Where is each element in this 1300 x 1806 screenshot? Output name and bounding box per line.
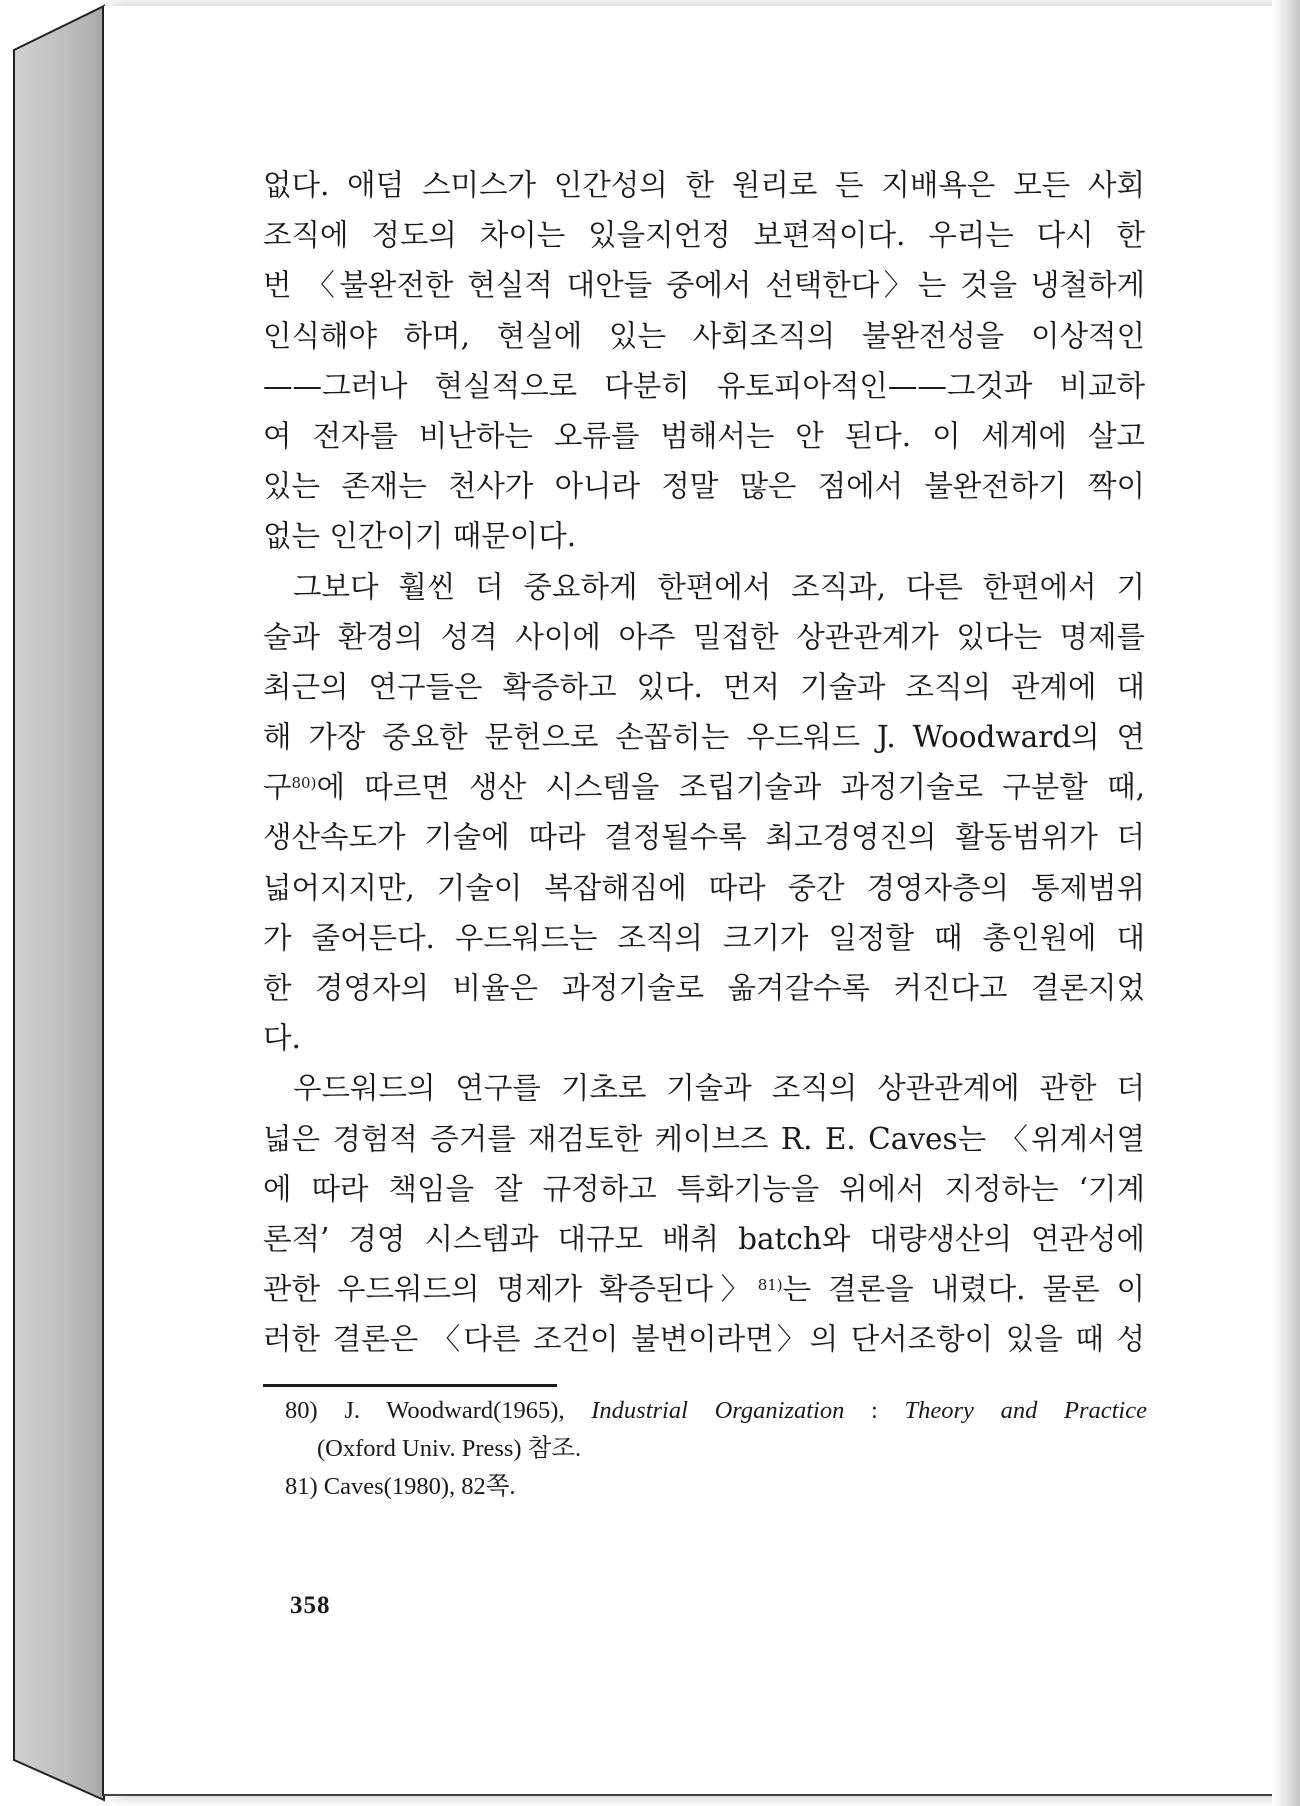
footnote-ref-80: 80) — [291, 774, 317, 793]
text-line: 러한 결론은 〈다른 조건이 불변이라면〉의 단서조항이 있을 때 성 — [263, 1322, 1145, 1357]
page-edge-shadow — [1272, 0, 1300, 1806]
text-fragment: 는 결론을 내렸다. 물론 이 — [782, 1272, 1145, 1307]
text-line: 론적’ 경영 시스템과 대규모 배취 batch와 대량생산의 연관성에 — [263, 1221, 1145, 1256]
text-fragment: 구 — [263, 770, 292, 805]
footnote-text: Caves(1980), 82쪽. — [323, 1473, 516, 1500]
footnote-81 — [285, 1468, 1147, 1506]
text-fragment: 관한 우드워드의 명제가 확증된다〉 — [263, 1272, 758, 1307]
paragraph-start-line: 그보다 훨씬 더 중요하게 한편에서 조직과, 다른 한편에서 기 — [293, 569, 1145, 604]
text-line: 한 경영자의 비율은 과정기술로 옮겨갈수록 커진다고 결론지었 — [263, 971, 1145, 1005]
text-line: 넓은 경험적 증거를 재검토한 케이브즈 R. E. Caves는 〈위계서열 — [263, 1121, 1145, 1156]
body-text — [263, 160, 1145, 1365]
text-line: 최근의 연구들은 확증하고 있다. 먼저 기술과 조직의 관계에 대 — [263, 669, 1145, 704]
text-line: 조직에 정도의 차이는 있을지언정 보편적이다. 우리는 다시 한 — [263, 218, 1145, 253]
text-line: 번 〈불완전한 현실적 대안들 중에서 선택한다〉는 것을 냉철하게 — [263, 268, 1145, 303]
text-line: 생산속도가 기술에 따라 결정될수록 최고경영진의 활동범위가 더 — [263, 820, 1145, 855]
text-line: 술과 환경의 성격 사이에 아주 밀접한 상관관계가 있다는 명제를 — [263, 619, 1145, 654]
text-line: 없는 인간이기 때문이다. — [263, 519, 577, 554]
text-fragment: 에 따르면 생산 시스템을 조립기술과 과정기술로 구분할 때, — [316, 770, 1145, 805]
footnote-title: Industrial Organization — [591, 1397, 845, 1424]
footnote-number: 80) — [285, 1397, 318, 1424]
text-line: 가 줄어든다. 우드워드는 조직의 크기가 일정할 때 총인원에 대 — [263, 920, 1145, 955]
text-line: 에 따라 책임을 잘 규정하고 특화기능을 위에서 지정하는 ‘기계 — [263, 1171, 1145, 1206]
text-line: 해 가장 중요한 문헌으로 손꼽히는 우드워드 J. Woodward의 연 — [263, 720, 1145, 755]
text-line-with-ref — [263, 1264, 1145, 1314]
text-line: ——그러나 현실적으로 다분히 유토피아적인——그것과 비교하 — [263, 368, 1145, 403]
text-line-with-ref — [263, 762, 1145, 812]
footnote-subtitle: Theory and Practice — [904, 1397, 1147, 1424]
text-line: 있는 존재는 천사가 아니라 정말 많은 점에서 불완전하기 짝이 — [263, 469, 1145, 504]
footnote-colon: : — [871, 1397, 878, 1424]
footnote-ref-81: 81) — [757, 1276, 783, 1295]
footnote-80 — [285, 1392, 1147, 1430]
page-number: 358 — [290, 1592, 331, 1619]
footnotes — [285, 1392, 1147, 1506]
footnote-number: 81) — [285, 1473, 318, 1500]
text-line: 여 전자를 비난하는 오류를 범해서는 안 된다. 이 세계에 살고 — [263, 418, 1145, 453]
paragraph-start-line: 우드워드의 연구를 기초로 기술과 조직의 상관관계에 관한 더 — [293, 1071, 1145, 1106]
text-line: 없다. 애덤 스미스가 인간성의 한 원리로 든 지배욕은 모든 사회 — [263, 168, 1145, 202]
book-spine — [0, 0, 110, 1806]
footnote-author: J. Woodward(1965), — [344, 1397, 565, 1424]
text-line: 다. — [263, 1021, 301, 1056]
text-line: 인식해야 하며, 현실에 있는 사회조직의 불완전성을 이상적인 — [263, 318, 1145, 353]
footnote-80-continued: (Oxford Univ. Press) 참조. — [317, 1435, 582, 1462]
footnote-divider — [263, 1384, 557, 1387]
text-line: 넓어지지만, 기술이 복잡해짐에 따라 중간 경영자층의 통제범위 — [263, 870, 1145, 905]
book-spine-graphic — [0, 0, 110, 1806]
